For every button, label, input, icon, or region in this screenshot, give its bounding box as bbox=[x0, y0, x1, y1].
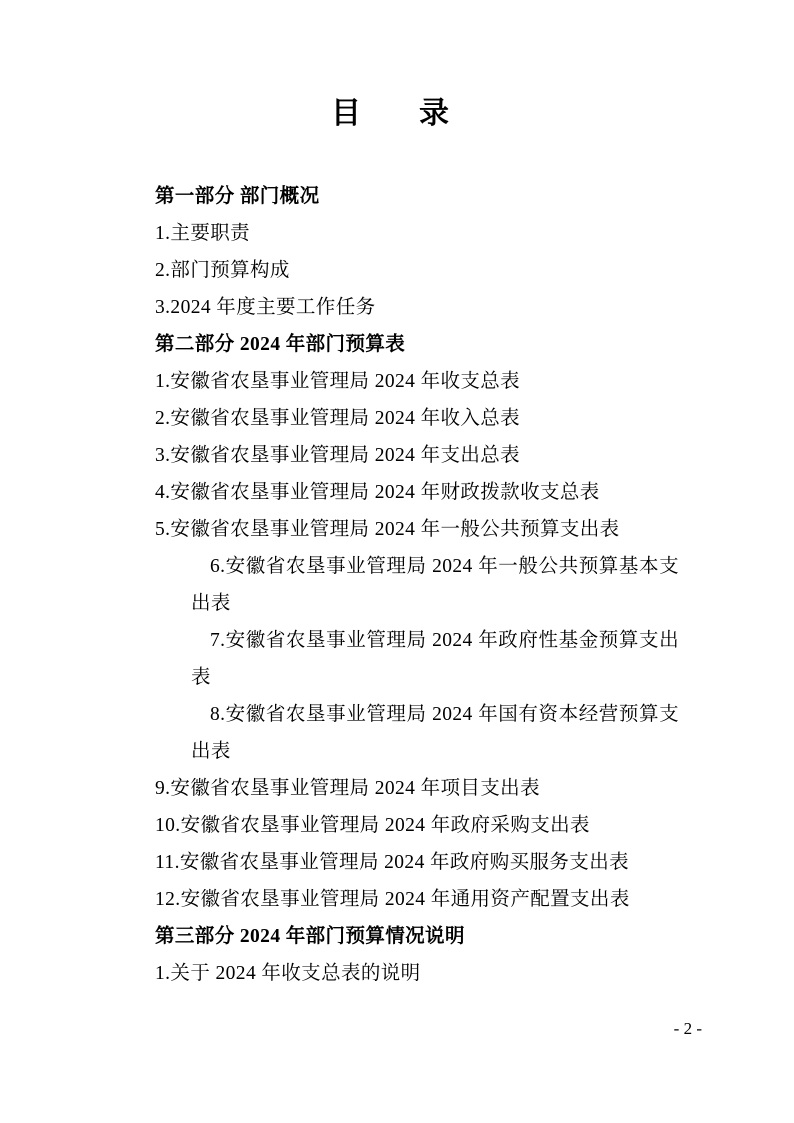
toc-section-heading: 第二部分 2024 年部门预算表 bbox=[155, 334, 406, 355]
toc-entry: 1.主要职责 bbox=[155, 223, 251, 244]
toc-entry: 8.安徽省农垦事业管理局 2024 年国有资本经营预算支出表 bbox=[191, 704, 679, 762]
toc-section-heading: 第三部分 2024 年部门预算情况说明 bbox=[155, 926, 465, 947]
toc-entry: 1.安徽省农垦事业管理局 2024 年收支总表 bbox=[155, 371, 521, 392]
toc-entry: 11.安徽省农垦事业管理局 2024 年政府购买服务支出表 bbox=[155, 852, 630, 873]
toc-entry: 3.2024 年度主要工作任务 bbox=[155, 297, 376, 318]
toc-entry: 12.安徽省农垦事业管理局 2024 年通用资产配置支出表 bbox=[155, 889, 630, 910]
toc-entry: 2.安徽省农垦事业管理局 2024 年收入总表 bbox=[155, 408, 521, 429]
page-title: 目 录 bbox=[331, 97, 463, 130]
toc-entry: 7.安徽省农垦事业管理局 2024 年政府性基金预算支出表 bbox=[191, 630, 679, 688]
toc-entry: 2.部门预算构成 bbox=[155, 260, 290, 281]
toc-entry: 5.安徽省农垦事业管理局 2024 年一般公共预算支出表 bbox=[155, 519, 620, 540]
toc-entry: 9.安徽省农垦事业管理局 2024 年项目支出表 bbox=[155, 778, 540, 799]
toc-entry: 1.关于 2024 年收支总表的说明 bbox=[155, 963, 421, 984]
toc-entry: 4.安徽省农垦事业管理局 2024 年财政拨款收支总表 bbox=[155, 482, 600, 503]
toc-section-heading: 第一部分 部门概况 bbox=[155, 186, 320, 207]
toc-entry: 10.安徽省农垦事业管理局 2024 年政府采购支出表 bbox=[155, 815, 590, 836]
toc-entry: 6.安徽省农垦事业管理局 2024 年一般公共预算基本支出表 bbox=[191, 556, 679, 614]
toc-entry: 3.安徽省农垦事业管理局 2024 年支出总表 bbox=[155, 445, 521, 466]
table-of-contents bbox=[0, 178, 794, 992]
page-number: - 2 - bbox=[673, 1019, 702, 1038]
